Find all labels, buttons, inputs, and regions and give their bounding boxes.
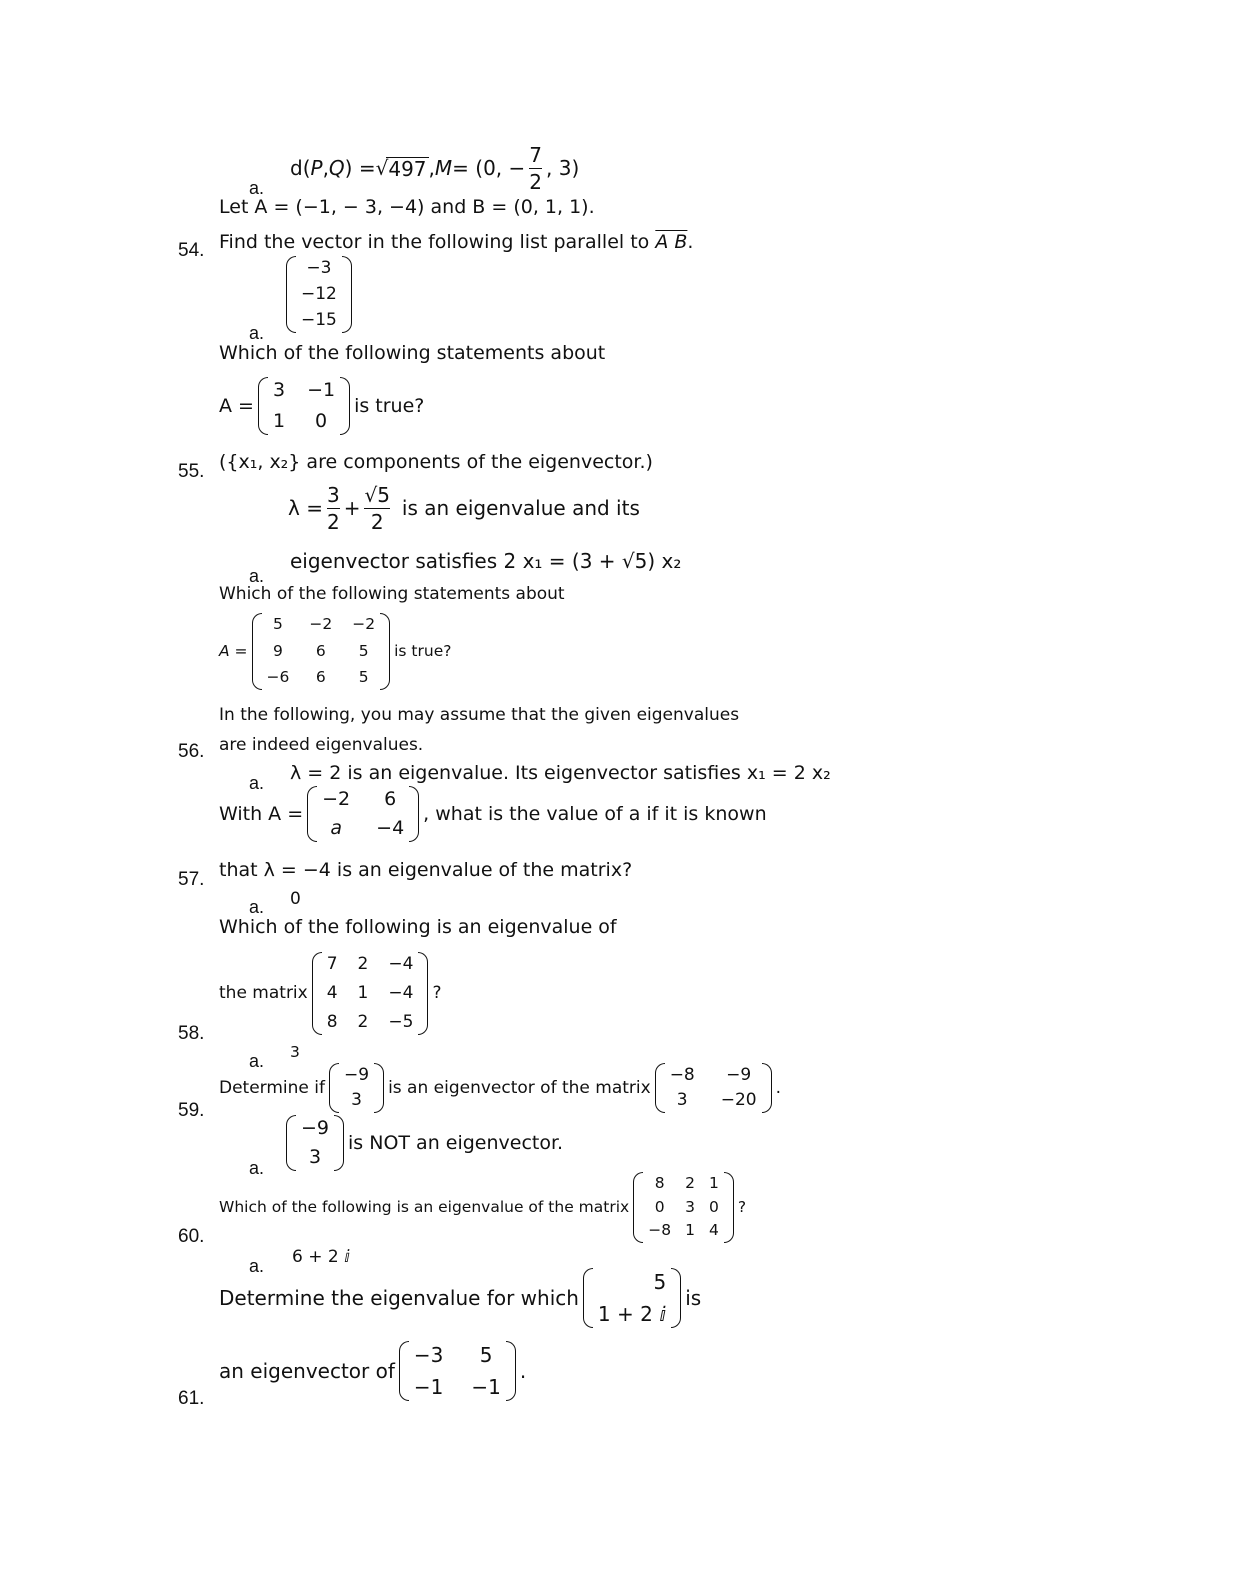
matrix-entry: 5 [358, 668, 369, 686]
q55-answer-line2: eigenvector satisfies 2 x₁ = (3 + √5) x₂ [290, 549, 682, 573]
q55-matrix-prefix: A = [219, 394, 254, 417]
matrix-entries [268, 377, 340, 435]
left-paren [286, 1115, 296, 1171]
left-paren [258, 377, 268, 435]
matrix-entry: −2 [352, 615, 376, 633]
q61-number: 61. [178, 1388, 205, 1409]
matrix-entry: 3 [685, 1197, 695, 1216]
matrix-entry: 3 [272, 379, 286, 401]
matrix-entry: 4 [326, 983, 338, 1003]
q54-vector-ab: A B [655, 231, 688, 253]
q60-question [219, 1172, 746, 1243]
vector-entry: −3 [306, 258, 332, 278]
left-paren [307, 786, 317, 842]
q61-line2-suffix: . [519, 1359, 527, 1383]
q53-answer-p: P [310, 156, 323, 180]
left-paren [399, 1341, 409, 1401]
q61-line1-prefix: Determine the eigenvalue for which [219, 1286, 579, 1310]
q60-prefix: Which of the following is an eigenvalue of the matrix [219, 1197, 630, 1216]
fraction-numerator: 7 [529, 142, 543, 167]
matrix-entry: −1 [471, 1375, 501, 1399]
q59-prefix: Determine if [219, 1077, 325, 1098]
fraction-bar [364, 508, 389, 509]
q59-suffix: . [775, 1077, 782, 1098]
q54-question [219, 233, 693, 252]
matrix-entry: −8 [669, 1065, 695, 1085]
matrix-entry: −9 [726, 1065, 752, 1085]
matrix-entry: −8 [648, 1221, 672, 1239]
q53-answer-text-b: , [322, 156, 329, 180]
q57-answer: 0 [290, 889, 301, 909]
q58-matrix [312, 952, 429, 1035]
q53-answer-text-d: , [428, 156, 435, 180]
q54-answer-label: a. [249, 323, 265, 343]
matrix-entry: 5 [273, 615, 283, 633]
matrix-entry: 4 [708, 1221, 719, 1239]
matrix-entry: −4 [388, 983, 414, 1003]
matrix-entry: −4 [376, 817, 405, 839]
matrix-entry: −1 [307, 379, 336, 401]
left-paren [286, 256, 296, 333]
q57-answer-label: a. [249, 897, 265, 917]
vector-entry: −15 [301, 310, 337, 330]
q61-line1-suffix: is [685, 1286, 702, 1310]
q56-matrix [252, 613, 391, 690]
matrix-entry: −2 [309, 615, 333, 633]
q54-question-end: . [687, 231, 694, 253]
matrix-entry: 1 [685, 1221, 695, 1239]
vector-entries [296, 1115, 334, 1171]
q59-answer-label: a. [249, 1158, 265, 1178]
q53-answer-label: a. [249, 178, 265, 198]
matrix-entry: 2 [357, 954, 369, 974]
vector-entry: 1 + 2 ⅈ [597, 1302, 667, 1326]
q57-matrix [307, 786, 419, 842]
fraction-numerator: 3 [326, 482, 340, 507]
matrix-entry: 8 [326, 1012, 338, 1032]
fraction-denominator: 2 [370, 509, 384, 534]
q53-answer-fraction [529, 142, 543, 194]
q59-answer [286, 1115, 563, 1171]
q58-answer-label: a. [249, 1051, 265, 1071]
fraction-bar [529, 168, 542, 169]
matrix-entry: −2 [322, 788, 351, 810]
q53-answer-text-a: d( [290, 156, 311, 180]
q60-suffix: ? [737, 1197, 747, 1216]
q53-answer-text-c: ) = [344, 156, 376, 180]
vector-entry: −9 [301, 1117, 330, 1139]
q54-let-statement: Let A = (−1, − 3, −4) and B = (0, 1, 1). [219, 196, 595, 218]
q56-number: 56. [178, 741, 205, 762]
q56-question-line1: Which of the following statements about [219, 584, 565, 604]
vector-entry: 3 [351, 1090, 362, 1110]
matrix-entry: 2 [685, 1174, 695, 1192]
right-paren [762, 1063, 772, 1113]
q59-answer-text: is NOT an eigenvector. [348, 1131, 564, 1154]
matrix-entry: −4 [388, 954, 414, 974]
q58-question-line1: Which of the following is an eigenvalue of [219, 916, 617, 938]
q57-question-line1 [219, 786, 767, 842]
q59-matrix [655, 1063, 772, 1113]
vector-entries [593, 1268, 671, 1328]
q61-question-line2 [219, 1341, 526, 1401]
fraction-denominator: 2 [529, 169, 543, 194]
left-paren [655, 1063, 665, 1113]
vector-entry: −12 [301, 284, 337, 304]
q56-matrix-line [219, 613, 451, 690]
matrix-entries [409, 1341, 506, 1401]
q61-question-line1 [219, 1268, 701, 1328]
q55-answer-lambda: λ = [288, 496, 323, 520]
q55-answer-label: a. [249, 566, 265, 586]
matrix-entry: 9 [273, 641, 283, 660]
matrix-entries [317, 786, 409, 842]
matrix-entry: 7 [326, 954, 338, 974]
vector-entry: −9 [344, 1065, 370, 1085]
fraction-bar [327, 508, 340, 509]
q61-matrix [399, 1341, 516, 1401]
matrix-entries [322, 952, 419, 1035]
left-paren [252, 613, 262, 690]
q60-matrix [633, 1172, 734, 1243]
q55-question-line1: Which of the following statements about [219, 342, 606, 364]
matrix-entries [665, 1063, 762, 1113]
q59-question [219, 1063, 781, 1113]
matrix-entries [262, 613, 381, 690]
q59-answer-vector [286, 1115, 344, 1171]
right-paren [409, 786, 419, 842]
q60-answer: 6 + 2 ⅈ [292, 1247, 351, 1267]
vector-entries [339, 1063, 374, 1113]
q59-number: 59. [178, 1100, 205, 1121]
left-paren [329, 1063, 339, 1113]
sqrt-sign: √ [375, 156, 389, 180]
q53-answer-text-f: , 3) [546, 156, 580, 180]
matrix-entry: 1 [357, 983, 369, 1003]
q55-answer-fraction1 [326, 482, 340, 534]
matrix-entry: −6 [266, 668, 290, 686]
q54-number: 54. [178, 240, 205, 261]
q56-matrix-suffix: is true? [394, 641, 452, 660]
right-paren [671, 1268, 681, 1328]
matrix-entry: 0 [654, 1197, 665, 1216]
q54-question-text: Find the vector in the following list parallel to [219, 231, 656, 253]
q55-answer-plus: + [343, 496, 361, 520]
q53-answer-text-e: = (0, − [452, 156, 526, 180]
q55-question-line3: ({x₁, x₂} are components of the eigenvector.) [219, 451, 653, 473]
q56-answer: λ = 2 is an eigenvalue. Its eigenvector satisfies x₁ = 2 x₂ [290, 762, 831, 784]
q53-answer-sqrt-value: 497 [388, 157, 427, 181]
left-paren [583, 1268, 593, 1328]
q55-matrix-line [219, 377, 424, 435]
q55-matrix-suffix: is true? [354, 394, 425, 417]
q58-matrix-line [219, 952, 441, 1035]
matrix-entry: 5 [479, 1343, 493, 1367]
q60-number: 60. [178, 1226, 205, 1247]
matrix-entry: 8 [654, 1174, 665, 1192]
matrix-entry: 3 [676, 1090, 688, 1110]
q55-answer-fraction2 [364, 482, 390, 534]
q57-number: 57. [178, 869, 205, 890]
matrix-entry: −20 [720, 1090, 757, 1110]
q55-answer-suffix: is an eigenvalue and its [401, 496, 640, 520]
matrix-entry: 6 [384, 788, 397, 810]
q61-vector [583, 1268, 681, 1328]
left-paren [633, 1172, 643, 1243]
fraction-numerator: √5 [364, 482, 390, 507]
matrix-entry: 0 [315, 410, 328, 432]
q56-answer-label: a. [249, 773, 265, 793]
right-paren [724, 1172, 734, 1243]
q53-answer [290, 143, 579, 193]
right-paren [418, 952, 428, 1035]
matrix-entry: a [330, 817, 342, 839]
q56-question-line4: are indeed eigenvalues. [219, 735, 424, 755]
q54-answer-vector [286, 256, 352, 333]
right-paren [334, 1115, 344, 1171]
q58-matrix-suffix: ? [432, 983, 442, 1003]
q57-line1-suffix: , what is the value of a if it is known [423, 802, 767, 825]
q57-with-text: With A = [219, 802, 304, 825]
q57-question-line2: that λ = −4 is an eigenvalue of the matrix? [219, 859, 633, 881]
q61-line2-prefix: an eigenvector of [219, 1359, 395, 1383]
matrix-entry: 2 [357, 1012, 369, 1032]
matrix-entry: −1 [413, 1375, 444, 1399]
q56-question-line3: In the following, you may assume that the given eigenvalues [219, 705, 740, 725]
vector-entry: 3 [308, 1146, 322, 1168]
q55-matrix [258, 377, 350, 435]
q56-matrix-prefix: A = [219, 641, 248, 660]
right-paren [380, 613, 390, 690]
left-paren [312, 952, 322, 1035]
q58-answer: 3 [290, 1043, 300, 1061]
right-paren [506, 1341, 516, 1401]
right-paren [374, 1063, 384, 1113]
matrix-entry: −5 [388, 1012, 414, 1032]
matrix-entry: −3 [413, 1343, 444, 1367]
q58-number: 58. [178, 1023, 205, 1044]
q58-matrix-prefix: the matrix [219, 983, 308, 1003]
matrix-entry: 1 [272, 410, 286, 432]
matrix-entry: 1 [708, 1174, 719, 1192]
fraction-denominator: 2 [326, 509, 340, 534]
matrix-entries [643, 1172, 724, 1243]
matrix-entry: 0 [708, 1197, 719, 1216]
column-vector [286, 256, 352, 333]
right-paren [340, 377, 350, 435]
q55-number: 55. [178, 461, 205, 482]
vector-entries [296, 256, 342, 333]
q53-answer-q: Q [328, 156, 345, 180]
q55-answer-line1 [288, 478, 640, 538]
matrix-entry: 6 [315, 668, 326, 686]
q60-answer-label: a. [249, 1256, 265, 1276]
q59-middle: is an eigenvector of the matrix [388, 1077, 651, 1098]
right-paren [342, 256, 352, 333]
vector-entry: 5 [653, 1270, 667, 1294]
matrix-entry: 6 [315, 641, 326, 660]
q53-answer-m: M [434, 156, 453, 180]
q59-vector [329, 1063, 384, 1113]
matrix-entry: 5 [358, 641, 369, 660]
